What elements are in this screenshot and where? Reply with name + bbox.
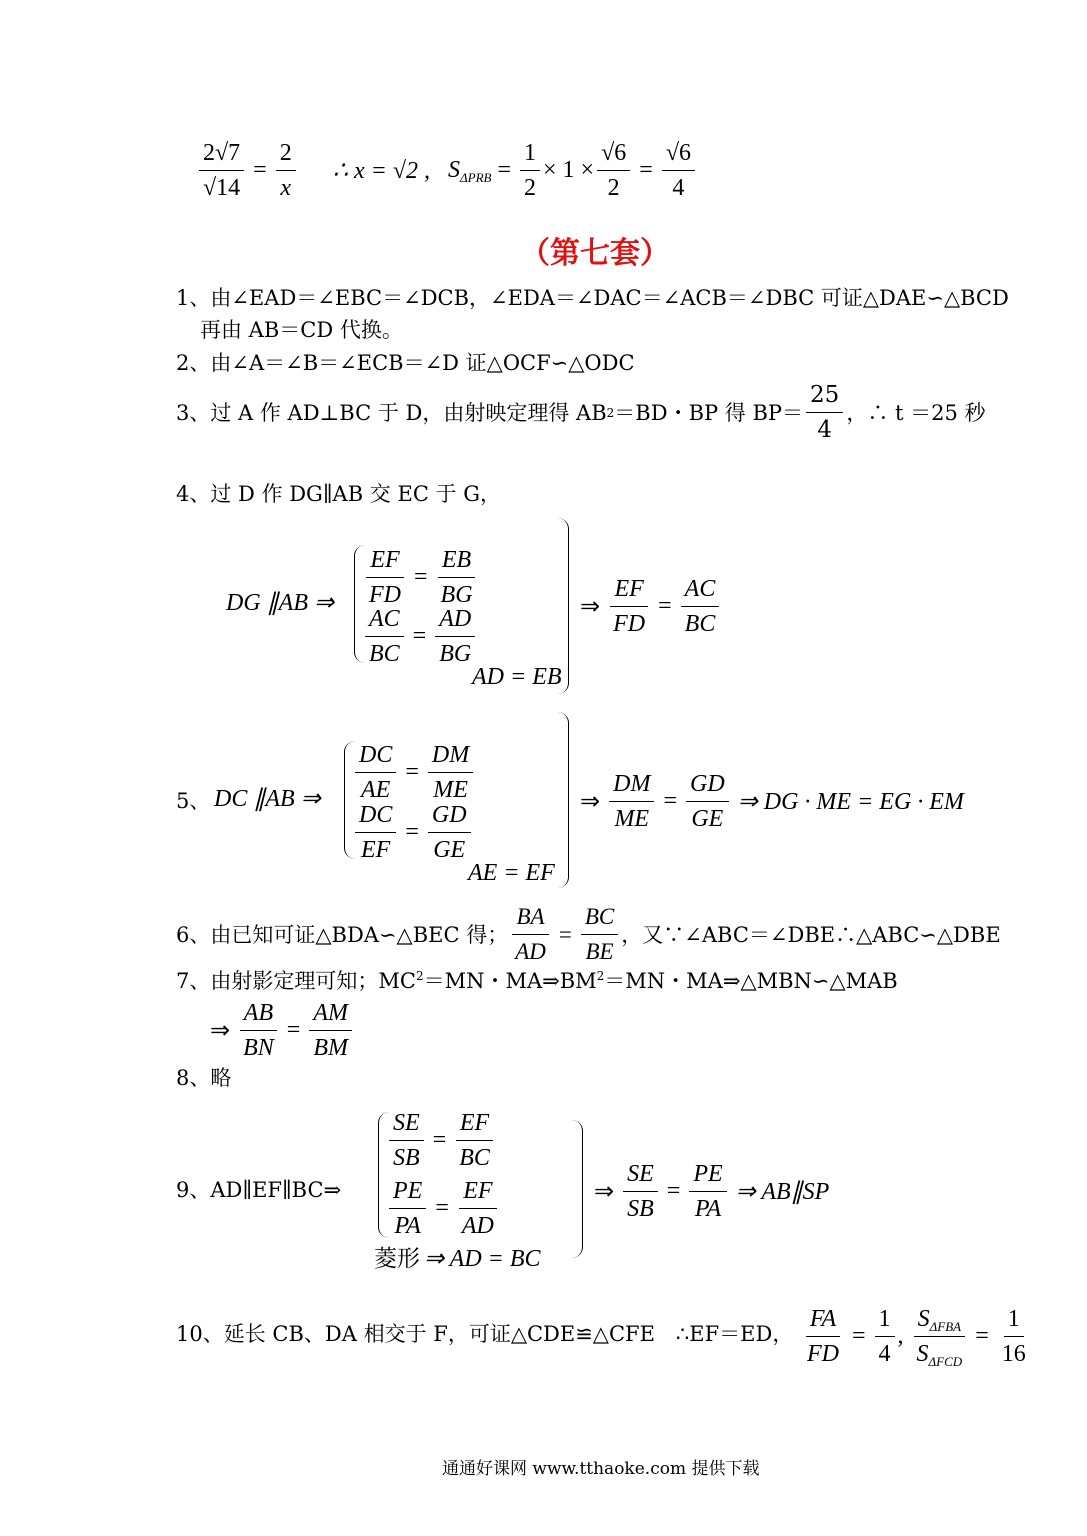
frac-den: BE	[585, 939, 614, 964]
frac-den: SB	[393, 1145, 420, 1171]
frac-den: BC	[684, 611, 716, 637]
item-9-condition	[374, 1244, 541, 1273]
item-3-text: 3、过 A 作 AD⊥BC 于 D，由射映定理得 AB	[176, 400, 607, 425]
item-9-result: ⇒ $\frac{SE}{SB}$ = $\frac{PE}{PA}$ ⇒ AB∥SP	[594, 1161, 830, 1222]
frac-num: AC	[365, 604, 404, 637]
frac-num: DM	[609, 769, 654, 802]
frac-num: AB	[240, 998, 277, 1031]
frac-num: PE	[689, 1159, 726, 1192]
frac-num: SE	[389, 1108, 424, 1141]
item-6: 6、由已知可证△BDA∽△BEC 得； $\frac{BA}{AD}$ = $\frac{BC}{BE}$ ，又∵∠ABC＝∠DBE∴△ABC∽△DBE	[176, 902, 1001, 967]
superscript: 2	[596, 969, 605, 983]
frac-den: PA	[694, 1196, 722, 1222]
frac-num: PE	[389, 1176, 426, 1209]
frac-num: EF	[459, 1176, 496, 1209]
item-3-text: ，∴ t ＝25 秒	[846, 400, 986, 425]
frac-den: 4	[878, 1341, 891, 1367]
frac-den: x	[280, 175, 292, 201]
frac-den: FD	[807, 1341, 839, 1367]
frac-num: EF	[456, 1108, 493, 1141]
frac-den: PA	[394, 1213, 421, 1239]
item-7	[176, 967, 898, 995]
subscript: ΔFCD	[928, 1354, 963, 1369]
item-5-label: 5、	[176, 789, 211, 813]
frac-den: EF	[361, 837, 391, 863]
frac-den: ME	[433, 777, 468, 803]
item-7-text: ＝MN・MA⇒BM	[423, 969, 597, 993]
item-8: 8、略	[176, 1066, 232, 1090]
footer-text: 通通好课网 www.tthaoke.com 提供下载	[442, 1459, 760, 1479]
frac-num: EF	[610, 574, 647, 607]
item-2: 2、由∠A＝∠B＝∠ECB＝∠D 证△OCF∽△ODC	[176, 351, 635, 375]
item-5-result: ⇒ $\frac{DM}{ME}$ = $\frac{GD}{GE}$ ⇒ DG · ME = EG · EM	[580, 771, 964, 832]
item-5-ratio-2: $\frac{DC}{EF}$ = $\frac{GD}{GE}$	[352, 800, 474, 865]
frac-num: √6	[662, 138, 695, 171]
frac-num: FA	[806, 1304, 840, 1337]
frac-num: AC	[681, 574, 720, 607]
item-7-result: ⇒ $\frac{AB}{BN}$ = $\frac{AM}{BM}$	[210, 998, 355, 1063]
item-3-text: ＝BD・BP 得 BP＝	[614, 400, 804, 425]
frac-num: AD	[435, 604, 475, 637]
frac-den: AD	[461, 1213, 494, 1239]
frac-num: 2	[276, 138, 296, 171]
frac-den: 2	[607, 175, 620, 201]
frac-den: ME	[614, 806, 650, 832]
frac-den: 16	[1001, 1341, 1026, 1367]
frac-den: 4	[672, 175, 685, 201]
frac-num: GD	[428, 800, 471, 833]
frac-num: BC	[581, 902, 618, 935]
item-5-tail: ⇒ DG · ME = EG · EM	[737, 789, 964, 815]
item-1-line-2: 再由 AB＝CD 代换。	[200, 318, 403, 342]
frac-den: FD	[613, 611, 646, 637]
frac-num: GD	[686, 769, 729, 802]
frac-den: SB	[627, 1196, 654, 1222]
item-9-tail: ⇒ AB∥SP	[735, 1179, 830, 1205]
right-brace	[572, 1120, 583, 1258]
frac-num: EF	[366, 545, 403, 578]
item-7-text: ＝MN・MA⇒△MBN∽△MAB	[604, 969, 898, 993]
frac-num: 1	[875, 1304, 895, 1337]
frac-num: AM	[309, 998, 352, 1031]
times-one: × 1 ×	[543, 157, 595, 183]
frac-num: √6	[597, 138, 630, 171]
frac-num: 1	[1004, 1304, 1024, 1337]
frac-num: 25	[806, 380, 843, 413]
therefore-x: ∴ x = √2 ,	[332, 158, 431, 184]
item-9-cond-eq: ⇒ AD = BC	[424, 1246, 541, 1272]
item-4: 4、过 D 作 DG∥AB 交 EC 于 G，	[176, 482, 502, 506]
item-3: 3、过 A 作 AD⊥BC 于 D，由射映定理得 AB 2 ＝BD・BP 得 BP＝ $\frac{25}{4}$ ，∴ t ＝25 秒	[176, 382, 986, 443]
item-6-text: ，又∵∠ABC＝∠DBE∴△ABC∽△DBE	[621, 922, 1001, 947]
item-5-lead: DC ∥AB ⇒	[214, 786, 321, 812]
item-4-ratio-2: $\frac{AC}{BC}$ = $\frac{AD}{BG}$	[362, 604, 478, 669]
frac-num: DC	[355, 800, 396, 833]
frac-den: 4	[817, 417, 832, 443]
section-title: （第七套）	[520, 236, 670, 271]
frac-den: 2	[524, 175, 537, 201]
frac-den: BM	[313, 1035, 348, 1061]
frac-den: BG	[440, 582, 473, 608]
item-4-lead: DG ∥AB ⇒	[226, 590, 335, 616]
superscript: 2	[415, 969, 424, 983]
item-4-result: ⇒ $\frac{EF}{FD}$ = $\frac{AC}{BC}$	[580, 574, 722, 639]
frac-den: BC	[369, 641, 400, 667]
area-symbol: $S_{\Delta PRB}$	[448, 157, 492, 185]
top-formula: $\frac{2√7}{√14}$ = $\frac{2}{x}$ ∴ x = √2 , $S_{\Delta PRB}$ = $\frac{1}{2}$ × 1 × $\frac{√6}{2}$ = $\frac{√6}{4}$	[196, 138, 698, 203]
frac-den: BN	[243, 1035, 274, 1061]
item-9-ratio-2: $\frac{PE}{PA}$ = $\frac{EF}{AD}$	[386, 1176, 501, 1241]
right-brace	[558, 518, 569, 694]
item-1-line-1: 1、由∠EAD＝∠EBC＝∠DCB，∠EDA＝∠DAC＝∠ACB＝∠DBC 可证△DAE∽△BCD	[176, 286, 1009, 310]
item-7-text: 7、由射影定理可知；MC	[176, 969, 416, 993]
frac-num: 1	[520, 138, 540, 171]
frac-den: AD	[515, 939, 546, 964]
item-4-ratio-1: $\frac{EF}{FD}$ = $\frac{EB}{BG}$	[362, 545, 480, 610]
frac-den: BC	[459, 1145, 490, 1171]
frac-num: DC	[355, 740, 396, 773]
rhombus-label: 菱形	[374, 1245, 420, 1272]
frac-num: SE	[623, 1159, 658, 1192]
item-10-text: 10、延长 CB、DA 相交于 F，可证△CDE≌△CFE ∴EF＝ED，	[176, 1322, 794, 1346]
frac-den: BG	[439, 641, 472, 667]
frac-den: GE	[433, 837, 466, 863]
item-5-condition: AE = EF	[468, 860, 555, 886]
frac-num: BA	[512, 902, 548, 935]
frac-den: FD	[369, 582, 401, 608]
item-9-ratio-1: $\frac{SE}{SB}$ = $\frac{EF}{BC}$	[386, 1108, 497, 1173]
area-symbol: S	[917, 1306, 930, 1332]
right-brace	[558, 712, 569, 888]
item-6-text: 6、由已知可证△BDA∽△BEC 得；	[176, 922, 509, 947]
item-4-condition: AD = EB	[472, 664, 562, 690]
frac-den: GE	[691, 806, 724, 832]
frac-num: EB	[438, 545, 475, 578]
frac-num: 2√7	[199, 138, 244, 171]
frac-den: AE	[361, 777, 391, 803]
frac-den: √14	[203, 175, 241, 201]
item-5-ratio-1: $\frac{DC}{AE}$ = $\frac{DM}{ME}$	[352, 740, 476, 805]
frac-num: DM	[428, 740, 473, 773]
item-9-lead: 9、AD∥EF∥BC⇒	[176, 1178, 342, 1202]
subscript: ΔFBA	[929, 1319, 962, 1334]
item-10-formula: $\frac{FA}{FD}$ = $\frac{1}{4}$ , $\frac{S_{\Delta FBA}}{S_{\Delta FCD}}$ = $\frac{1}{16}$	[800, 1304, 1033, 1369]
area-symbol: S	[916, 1341, 929, 1367]
